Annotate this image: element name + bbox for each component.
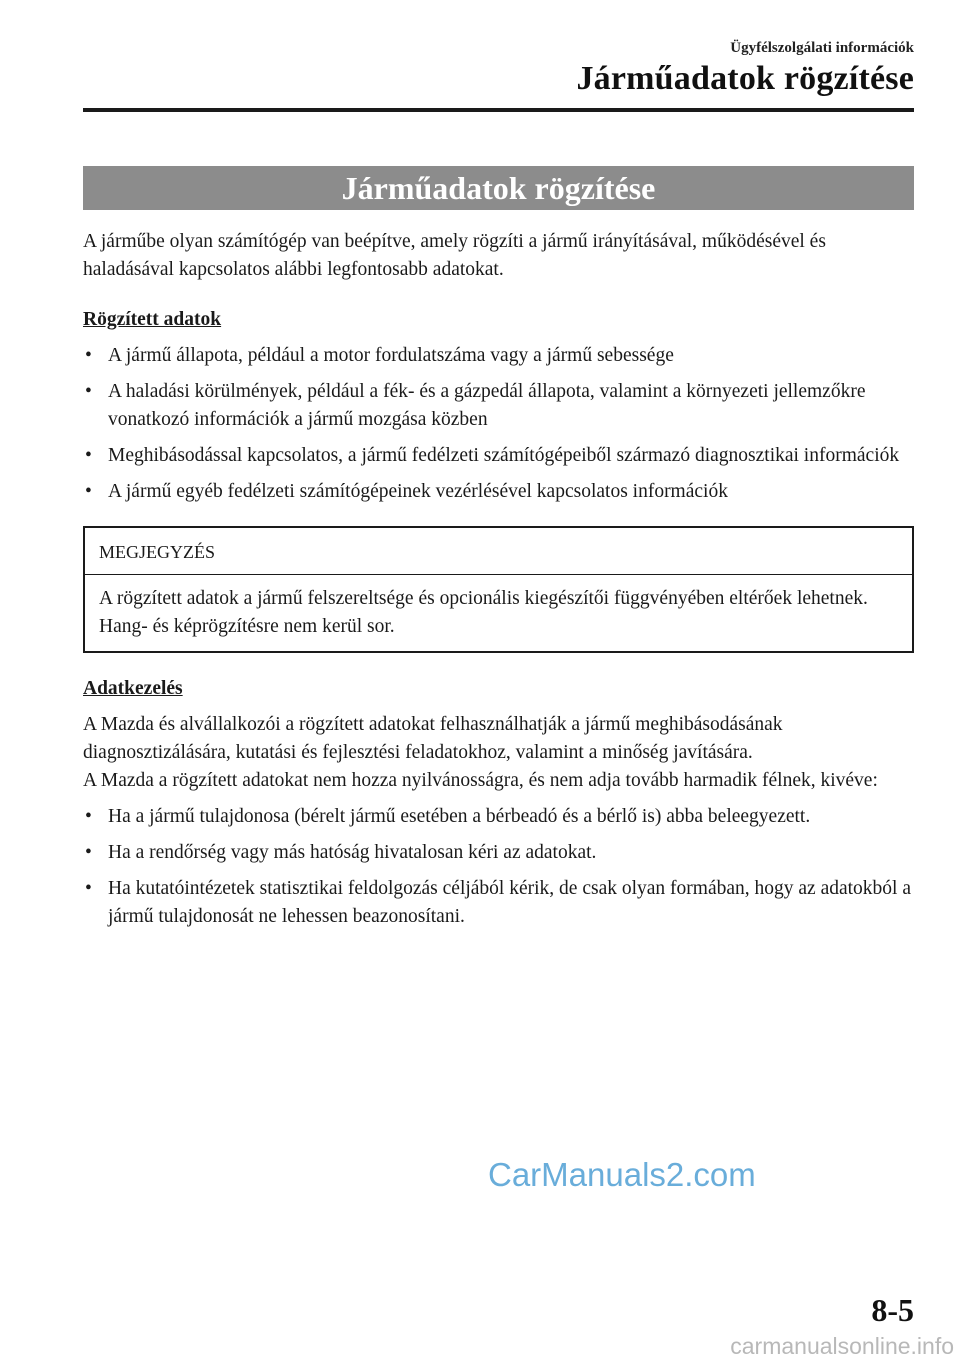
list-item: • A jármű állapota, például a motor fordulatszáma vagy a jármű sebessége [83,342,914,370]
header-section-label: Ügyfélszolgálati információk [730,40,914,56]
handling-paragraph-2: A Mazda a rögzített adatokat nem hozza nyilvánosságra, és nem adja tovább harmadik félnek, kivéve: [83,770,878,791]
bullet-icon: • [85,842,92,863]
list-item: • Ha a rendőrség vagy más hatóság hivatalosan kéri az adatokat. [83,839,914,867]
list-item: • A jármű egyéb fedélzeti számítógépeinek vezérlésével kapcsolatos információk [83,478,914,506]
note-body: A rögzített adatok a jármű felszereltsége és opcionális kiegészítői függvényében eltérőek lehetnek. Hang- és képrögzítésre nem kerül sor. [99,588,868,637]
list-item: • Ha a jármű tulajdonosa (bérelt jármű esetében a bérbeadó és a bérlő is) abba beleegyezett. [83,803,914,831]
recorded-data-heading: Rögzített adatok [83,309,222,330]
page-title: Járműadatok rögzítése [341,169,656,206]
list-item: • Meghibásodással kapcsolatos, a jármű fedélzeti számítógépeiből származó diagnosztikai információk [83,442,914,470]
data-handling-heading: Adatkezelés [83,678,183,699]
footer-url: carmanualsonline.info [730,1333,954,1359]
main-content [83,228,914,939]
header-divider [83,108,914,112]
list-item: • A haladási körülmények, például a fék- és a gázpedál állapota, valamint a környezeti jellemzőkre vonatkozó információk a jármű mozgása közben [83,378,914,434]
title-banner [83,166,914,210]
watermark: CarManuals2.com [488,1156,756,1193]
header-title: Járműadatok rögzítése [576,60,914,97]
bullet-icon: • [85,381,92,402]
note-box [83,526,914,653]
bullet-icon: • [85,481,92,502]
bullet-icon: • [85,445,92,466]
handling-paragraph-1: A Mazda és alvállalkozói a rögzített adatokat felhasználhatják a jármű meghibásodásának diagnosztizálására, kutatási és fejlesztési feladatokhoz, valamint a minőség javítására. [83,714,783,763]
bullet-icon: • [85,878,92,899]
list-item: • Ha kutatóintézetek statisztikai feldolgozás céljából kérik, de csak olyan formában, hogy az adatokból a jármű tulajdonosát ne lehessen beazonosítani. [83,875,914,931]
note-title: MEGJEGYZÉS [85,528,912,575]
handling-exceptions-list [83,803,914,931]
page-number: 8-5 [871,1292,914,1328]
intro-paragraph: A járműbe olyan számítógép van beépítve, amely rögzíti a jármű irányításával, működésével és haladásával kapcsolatos alábbi legfontosabb adatokat. [83,231,826,280]
recorded-data-list [83,342,914,506]
bullet-icon: • [85,806,92,827]
bullet-icon: • [85,345,92,366]
